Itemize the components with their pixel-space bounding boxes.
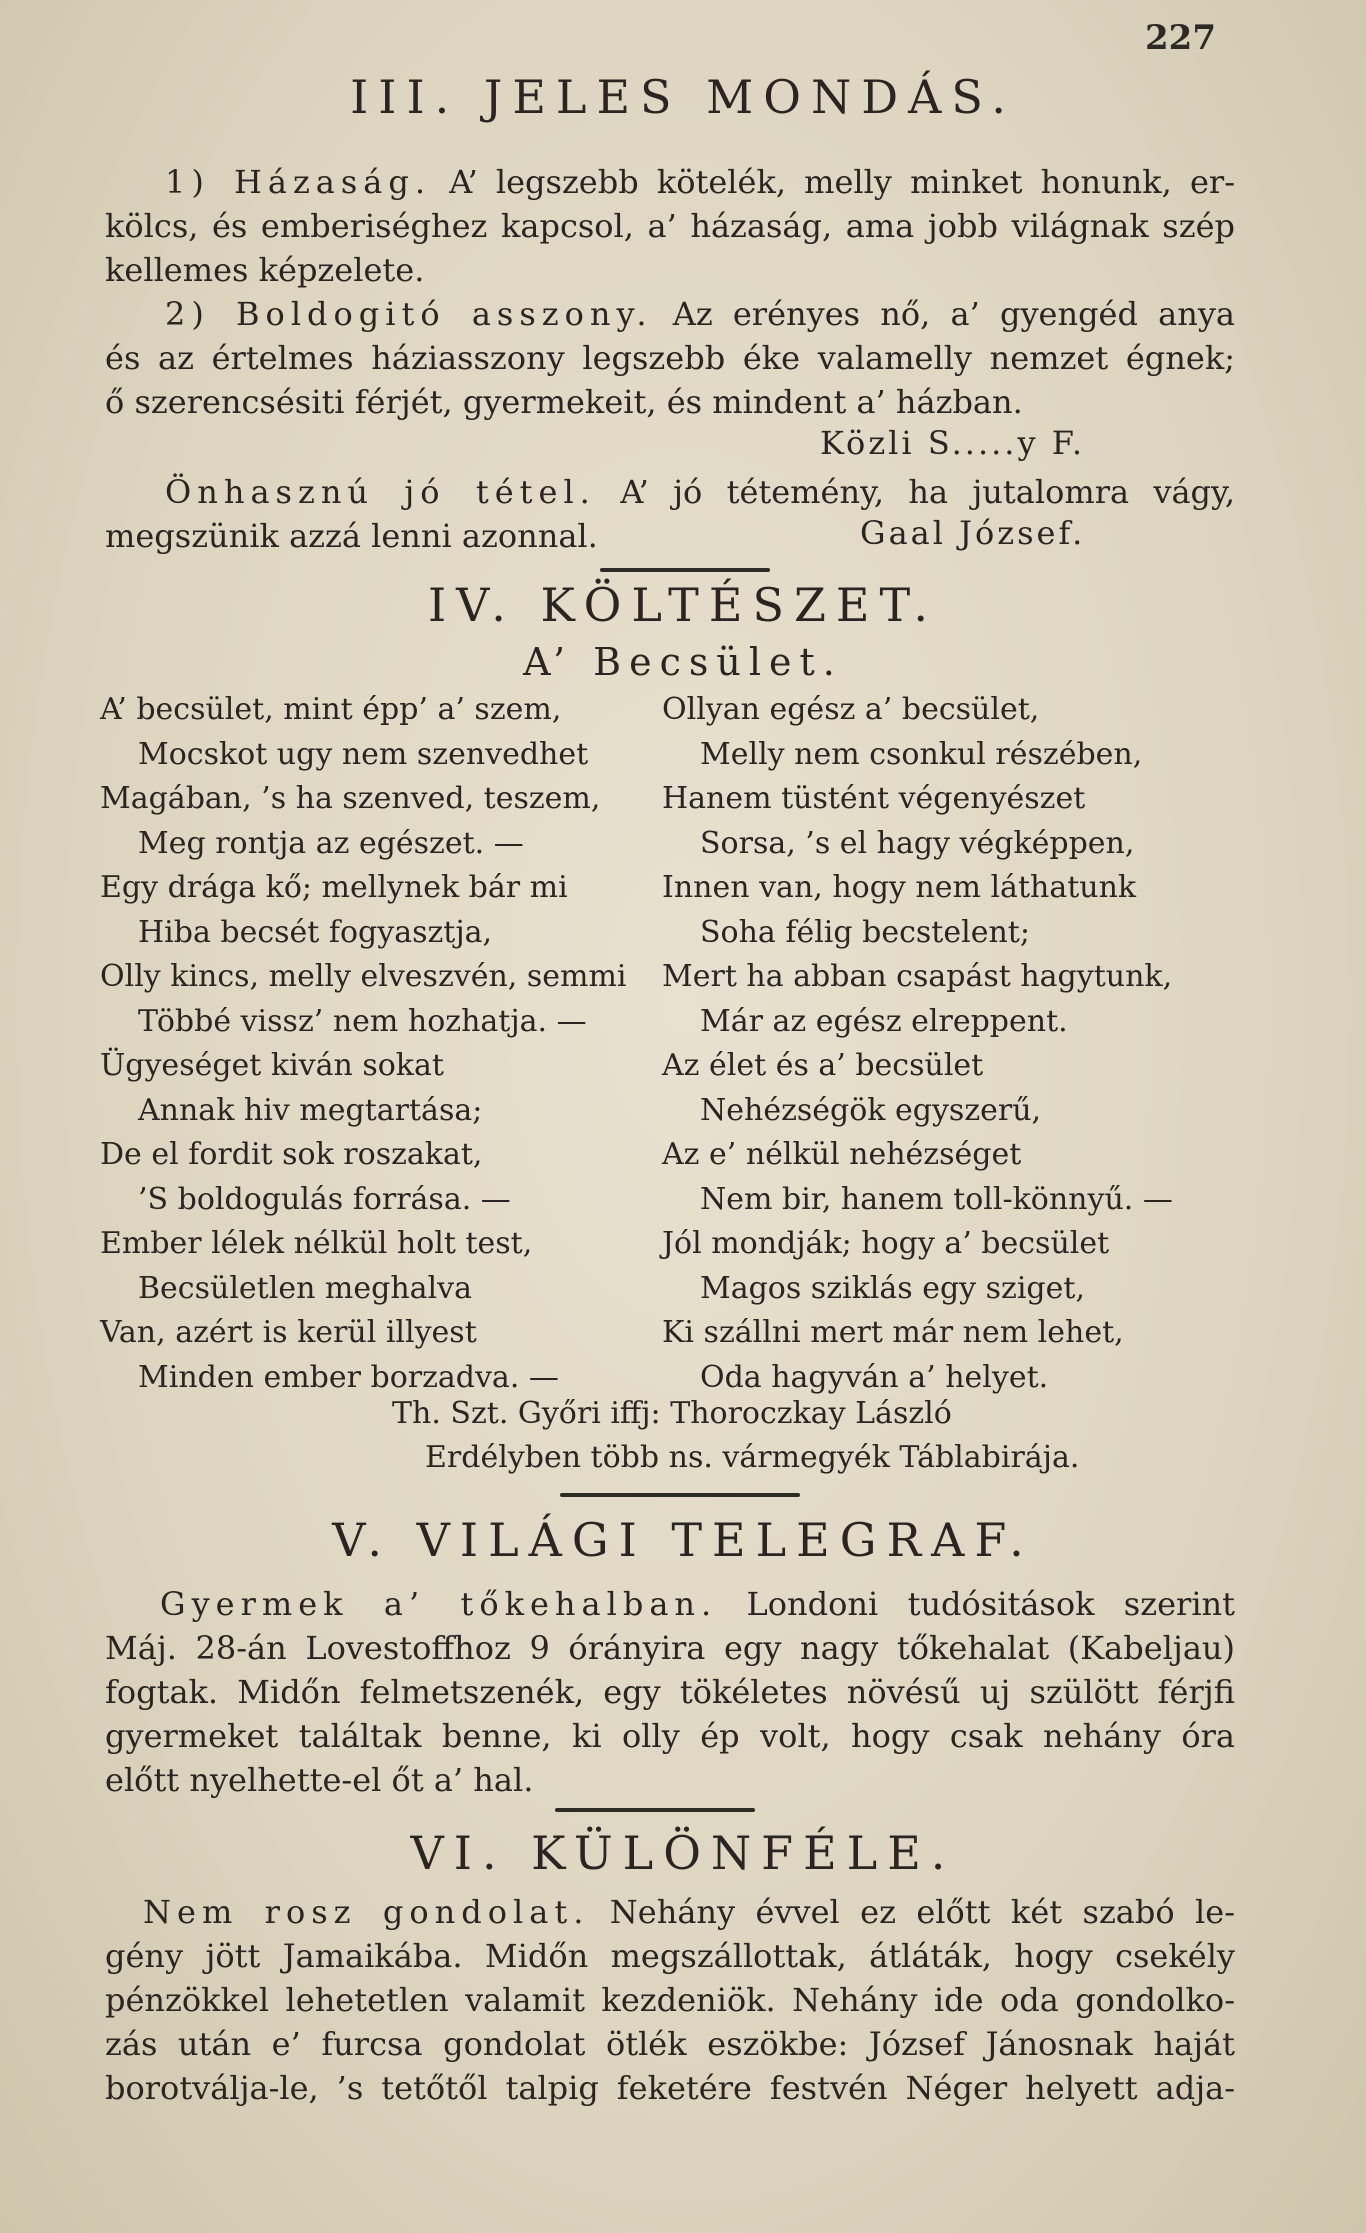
poem-left-verse: Meg rontja az egészet. — <box>138 825 524 861</box>
poem-left-verse: De el fordit sok roszakat, <box>100 1137 483 1172</box>
item-boldogito-title: 2) Boldogitó asszony. <box>165 295 653 333</box>
poem-right-verse: Mert ha abban csapást hagytunk, <box>662 959 1173 994</box>
item-onhasznu-text-1: A’ jó tétemény, ha jutalomra vágy, <box>620 473 1236 511</box>
poem-right-verse: Az e’ nélkül nehézséget <box>662 1137 1022 1172</box>
poem-right-verse: Soha félig becstelent; <box>700 914 1030 950</box>
item-hazasag-text-3: kellemes képzelete. <box>105 251 425 289</box>
divider-rule-2 <box>560 1493 800 1497</box>
poem-right-verse: Ollyan egész a’ becsület, <box>662 692 1040 727</box>
poem-right-verse: Melly nem csonkul részében, <box>700 736 1143 772</box>
article-nem-rosz-text-1: Nehány évvel ez előtt két szabó le- <box>609 1893 1236 1931</box>
article-gyermek-text-3: fogtak. Midőn felmetszenék, egy tökéletes növésű uj szülött férjfi <box>105 1673 1235 1711</box>
divider-rule-1 <box>600 568 770 572</box>
poem-right-verse: Sorsa, ’s el hagy végképpen, <box>700 825 1135 861</box>
signature-kozli: Közli S.....y F. <box>820 424 1086 462</box>
article-gyermek <box>105 1582 1235 1802</box>
signature-gaal: Gaal József. <box>860 514 1086 552</box>
poem-credit-title: Erdélyben több ns. vármegyék Táblabirája. <box>425 1440 1080 1475</box>
article-gyermek-text-1: Londoni tudósitások szerint <box>746 1585 1236 1623</box>
poem-right-verse: Jól mondják; hogy a’ becsület <box>662 1226 1110 1261</box>
article-nem-rosz-text-4: zás után e’ furcsa gondolat ötlék eszökbe: József Jánosnak haját <box>105 2025 1235 2063</box>
poem-right-column <box>662 688 1222 1400</box>
poem-left-verse: A’ becsület, mint épp’ a’ szem, <box>100 692 562 727</box>
section-heading-kulonfele: VI. KÜLÖNFÉLE. <box>410 1826 956 1880</box>
article-gyermek-first-line <box>105 1582 1235 1626</box>
item-boldogito-text-2: és az értelmes háziasszony legszebb éke valamelly nemzet égnek; <box>105 339 1235 377</box>
article-nem-rosz-title: Nem rosz gondolat. <box>143 1893 590 1931</box>
article-gyermek-text-5: előtt nyelhette-el őt a’ hal. <box>105 1761 534 1799</box>
article-gyermek-text-2: Máj. 28-án Lovestoffhoz 9 órányira egy nagy tőkehalat (Kabeljau) <box>105 1629 1235 1667</box>
article-gyermek-title: Gyermek a’ tőkehalban. <box>160 1585 718 1623</box>
item-boldogito-text-3: ő szerencsésiti férjét, gyermekeit, és mindent a’ házban. <box>105 383 1023 421</box>
poem-left-verse: Egy drága kő; mellynek bár mi <box>100 870 568 905</box>
article-nem-rosz <box>105 1890 1235 2110</box>
poem-left-verse: Többé vissz’ nem hozhatja. — <box>138 1003 587 1039</box>
item-onhasznu-text-2: megszünik azzá lenni azonnal. <box>105 517 598 555</box>
poem-right-verse: Már az egész elreppent. <box>700 1003 1068 1039</box>
item-boldogito-text-1: Az erényes nő, a’ gyengéd anya <box>672 295 1236 333</box>
item-hazasag <box>105 160 1235 292</box>
article-nem-rosz-text-5: borotválja-le, ’s tetőtől talpig feketére festvén Néger helyett adja- <box>105 2069 1235 2107</box>
article-nem-rosz-text-3: pénzökkel lehetetlen valamit kezdeniök. Nehány ide oda gondolko- <box>105 1981 1235 2019</box>
poem-right-verse: Nem bir, hanem toll-könnyű. — <box>700 1181 1173 1217</box>
poem-left-verse: Van, azért is kerül illyest <box>100 1315 477 1350</box>
item-hazasag-text-1: A’ legszebb kötelék, melly minket honunk, er- <box>449 163 1236 201</box>
section-heading-vilagi-telegraf: V. VILÁGI TELEGRAF. <box>332 1513 1034 1567</box>
item-boldogito-asszony <box>105 292 1235 424</box>
item-hazasag-title: 1) Házaság. <box>165 163 432 201</box>
poem-left-verse: Minden ember borzadva. — <box>138 1359 559 1395</box>
poem-title: A’ Becsület. <box>523 640 843 684</box>
section-heading-kolteszet: IV. KÖLTÉSZET. <box>427 578 939 632</box>
poem-left-verse: Becsületlen meghalva <box>138 1270 472 1306</box>
divider-rule-3 <box>555 1808 755 1812</box>
poem-left-column <box>100 688 660 1400</box>
article-nem-rosz-text-2: gény jött Jamaikába. Midőn megszállottak, átláták, hogy csekély <box>105 1937 1235 1975</box>
poem-left-verse: ’S boldogulás forrása. — <box>138 1181 511 1217</box>
article-gyermek-text-4: gyermeket találtak benne, ki olly ép volt, hogy csak nehány óra <box>105 1717 1235 1755</box>
article-nem-rosz-first-line <box>105 1890 1235 1934</box>
item-hazasag-text-2: kölcs, és emberiséghez kapcsol, a’ házaság, ama jobb világnak szép <box>105 207 1235 245</box>
poem-left-verse: Olly kincs, melly elveszvén, semmi <box>100 959 627 994</box>
poem-left-verse: Hiba becsét fogyasztja, <box>138 914 493 950</box>
poem-credit-author: Th. Szt. Győri iffj: Thoroczkay László <box>392 1396 952 1431</box>
item-boldogito-first-line <box>105 292 1235 336</box>
poem-right-verse: Magos sziklás egy sziget, <box>700 1270 1085 1306</box>
item-hazasag-first-line <box>105 160 1235 204</box>
item-onhasznu-title: Önhasznú jó tétel. <box>165 473 596 511</box>
poem-right-verse: Az élet és a’ becsület <box>662 1048 984 1083</box>
poem-left-verse: Ember lélek nélkül holt test, <box>100 1226 533 1261</box>
poem-left-verse: Mocskot ugy nem szenvedhet <box>138 736 589 772</box>
poem-right-verse: Innen van, hogy nem láthatunk <box>662 870 1137 905</box>
poem-right-verse: Ki szállni mert már nem lehet, <box>662 1315 1124 1350</box>
poem-left-verse: Ügyeséget kiván sokat <box>100 1048 444 1083</box>
item-onhasznu-first-line <box>105 470 1235 514</box>
poem-left-verse: Magában, ’s ha szenved, teszem, <box>100 781 601 816</box>
poem-right-verse: Hanem tüstént végenyészet <box>662 781 1086 816</box>
page-number: 227 <box>1145 18 1216 58</box>
poem-right-verse: Oda hagyván a’ helyet. <box>700 1359 1049 1395</box>
section-heading-jeles-mondas: III. JELES MONDÁS. <box>350 70 1016 124</box>
poem-left-verse: Annak hiv megtartása; <box>138 1092 483 1128</box>
poem-right-verse: Nehézségök egyszerű, <box>700 1092 1042 1128</box>
